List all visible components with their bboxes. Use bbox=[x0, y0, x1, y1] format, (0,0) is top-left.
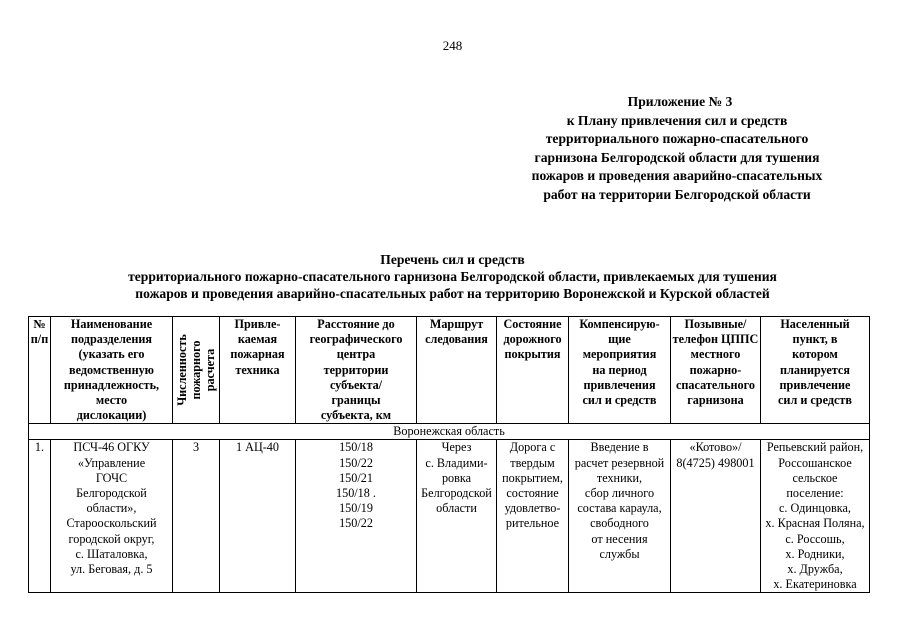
cell-text: 150/19 bbox=[339, 501, 373, 516]
header-text: Численность bbox=[175, 334, 189, 407]
appendix-line: пожаров и проведения аварийно-спасательных bbox=[531, 168, 823, 183]
header-text: на период bbox=[592, 362, 647, 377]
header-text: следования bbox=[425, 332, 488, 347]
cell-text: с. Одинцовка, bbox=[779, 501, 851, 516]
header-text: дорожного bbox=[503, 332, 562, 347]
header-text: подразделения bbox=[71, 332, 152, 347]
header-text: место bbox=[95, 393, 128, 408]
cell-text: сбор личного bbox=[584, 486, 655, 501]
header-num bbox=[29, 317, 51, 424]
cell-text: удовлетво- bbox=[504, 501, 561, 516]
header-text: котором bbox=[792, 347, 838, 362]
header-text: центра bbox=[336, 347, 376, 362]
header-route bbox=[417, 317, 497, 424]
header-measures bbox=[569, 317, 671, 424]
header-text: Компенсирую- bbox=[579, 317, 660, 331]
header-row bbox=[29, 317, 870, 424]
header-text: Позывные/ bbox=[684, 317, 747, 331]
title-line: Перечень сил и средств bbox=[380, 252, 525, 267]
cell-text: с. Владими- bbox=[425, 455, 488, 470]
header-text: мероприятия bbox=[582, 347, 657, 362]
cell-text: ПСЧ-46 ОГКУ bbox=[73, 440, 150, 455]
header-callsign bbox=[671, 317, 761, 424]
cell-text: 150/21 bbox=[339, 470, 373, 485]
header-text: субъекта, км bbox=[320, 408, 392, 423]
cell-text: расчет резервной bbox=[574, 455, 665, 470]
cell-text: сельское bbox=[792, 470, 838, 485]
cell-callsign bbox=[671, 440, 761, 593]
header-text: каемая bbox=[237, 332, 278, 347]
header-text: гарнизона bbox=[687, 393, 744, 408]
header-settlement bbox=[761, 317, 870, 424]
header-text: п/п bbox=[30, 332, 49, 347]
header-text: субъекта/ bbox=[329, 377, 383, 392]
header-text: местного bbox=[690, 347, 741, 362]
header-text: щие bbox=[608, 332, 631, 347]
cell-num: 1. bbox=[29, 440, 51, 593]
table-row bbox=[29, 440, 870, 593]
appendix-line: территориального пожарно-спасательного bbox=[545, 131, 809, 146]
header-unit bbox=[51, 317, 173, 424]
header-text: географического bbox=[309, 332, 403, 347]
header-text: пункт, в bbox=[792, 332, 838, 347]
header-text: планируется bbox=[780, 362, 850, 377]
header-crew bbox=[173, 317, 220, 424]
header-text: покрытия bbox=[504, 347, 561, 362]
header-distance bbox=[296, 317, 417, 424]
cell-text: х. Родники, bbox=[785, 546, 845, 561]
list-title bbox=[40, 251, 865, 302]
cell-unit bbox=[51, 440, 173, 593]
cell-settlement bbox=[761, 440, 870, 593]
cell-text: состояние bbox=[506, 486, 559, 501]
header-text: сил и средств bbox=[582, 393, 657, 408]
page-number: 248 bbox=[442, 38, 463, 53]
cell-text: Репьевский район, bbox=[766, 440, 864, 455]
cell-text: Через bbox=[441, 440, 472, 455]
header-text: (указать его bbox=[78, 347, 145, 362]
header-text: Расстояние до bbox=[317, 317, 395, 331]
header-text: расчета bbox=[203, 348, 217, 392]
cell-text: свободного bbox=[590, 516, 649, 531]
title-line: территориального пожарно-спасательного гарнизона Белгородской области, привлекаемых для тушения bbox=[128, 269, 777, 284]
cell-text: Белгородской bbox=[76, 486, 147, 501]
header-crew-vertical bbox=[175, 334, 217, 406]
header-text: Маршрут bbox=[429, 317, 484, 331]
header-text: Состояние bbox=[503, 317, 562, 331]
header-text: Населенный bbox=[780, 317, 850, 331]
forces-table bbox=[28, 316, 870, 593]
header-text: ведомственную bbox=[69, 362, 154, 377]
header-text: принадлежность, bbox=[63, 377, 160, 392]
header-text: № bbox=[33, 317, 46, 331]
region-row bbox=[29, 424, 870, 440]
cell-text: городской округ, bbox=[68, 531, 155, 546]
header-text: пожарного bbox=[189, 340, 203, 400]
cell-text: с. Россошь, bbox=[785, 531, 845, 546]
header-text: территории bbox=[323, 362, 389, 377]
cell-distance bbox=[296, 440, 417, 593]
header-text: спасательного bbox=[676, 377, 755, 392]
appendix-block bbox=[500, 93, 854, 204]
cell-text: поселение: bbox=[786, 486, 844, 501]
cell-text: с. Шаталовка, bbox=[75, 546, 148, 561]
header-text: пожарная bbox=[230, 347, 285, 362]
cell-route bbox=[417, 440, 497, 593]
cell-road bbox=[497, 440, 569, 593]
cell-text: ГОЧС bbox=[95, 470, 128, 485]
cell-text: 150/22 bbox=[339, 455, 373, 470]
cell-text: 150/22 bbox=[339, 516, 373, 531]
appendix-line: гарнизона Белгородской области для тушения bbox=[534, 149, 820, 165]
header-text: границы bbox=[331, 393, 381, 408]
cell-text: техники, bbox=[596, 470, 643, 485]
header-text: Привле- bbox=[234, 317, 281, 331]
appendix-line: Приложение № 3 bbox=[627, 94, 733, 109]
cell-text: рительное bbox=[505, 516, 560, 531]
header-road bbox=[497, 317, 569, 424]
cell-text: 150/18 bbox=[339, 440, 373, 455]
cell-text: ул. Беговая, д. 5 bbox=[70, 562, 153, 577]
cell-text: Введение в bbox=[590, 440, 649, 455]
title-line: пожаров и проведения аварийно-спасательных работ на территорию Воронежской и Курской областей bbox=[135, 286, 770, 301]
cell-text: «Котово»/ bbox=[689, 440, 742, 455]
cell-text: покрытием, bbox=[502, 470, 563, 485]
cell-text: х. Дружба, bbox=[787, 562, 843, 577]
cell-crew: 3 bbox=[173, 440, 220, 593]
header-text: привлечения bbox=[583, 377, 656, 392]
header-text: Наименование bbox=[70, 317, 153, 331]
cell-equipment: 1 АЦ-40 bbox=[220, 440, 296, 593]
cell-measures bbox=[569, 440, 671, 593]
cell-text: от несения bbox=[591, 531, 648, 546]
region-label: Воронежская область bbox=[29, 424, 870, 440]
appendix-line: к Плану привлечения сил и средств bbox=[566, 112, 788, 128]
header-text: привлечение bbox=[779, 377, 851, 392]
cell-text: 150/18 . bbox=[336, 486, 376, 501]
cell-text: Белгородской bbox=[421, 486, 492, 501]
cell-text: х. Екатериновка bbox=[773, 577, 857, 592]
cell-text: области», bbox=[86, 501, 137, 516]
cell-text: состава караула, bbox=[577, 501, 662, 516]
cell-text: «Управление bbox=[77, 455, 146, 470]
cell-text: Россошанское bbox=[778, 455, 852, 470]
header-text: телефон ЦППС bbox=[672, 332, 759, 347]
cell-text: службы bbox=[599, 546, 640, 561]
header-text: дислокации) bbox=[76, 408, 147, 423]
appendix-line: работ на территории Белгородской области bbox=[543, 186, 811, 202]
cell-text: х. Красная Поляна, bbox=[765, 516, 865, 531]
cell-text: области bbox=[436, 501, 477, 516]
cell-text: Дорога с bbox=[509, 440, 556, 455]
header-text: пожарно- bbox=[689, 362, 742, 377]
header-text: сил и средств bbox=[778, 393, 852, 408]
header-text: техника bbox=[235, 362, 280, 377]
header-equipment bbox=[220, 317, 296, 424]
cell-text: Старооскольский bbox=[66, 516, 157, 531]
cell-text: твердым bbox=[510, 455, 555, 470]
cell-text: 8(4725) 498001 bbox=[676, 455, 755, 470]
cell-text: ровка bbox=[441, 470, 472, 485]
